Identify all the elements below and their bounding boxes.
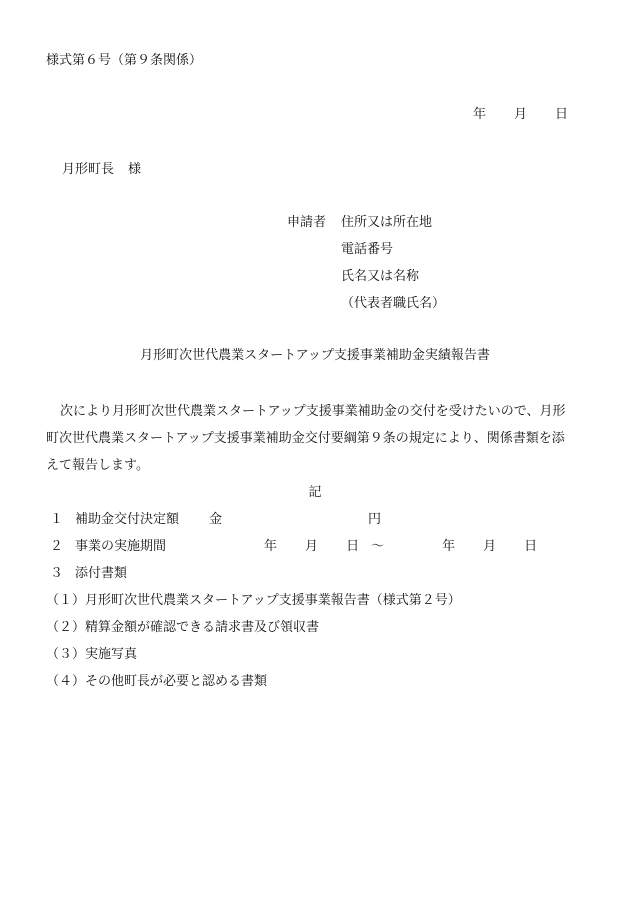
date-month: 月 — [514, 107, 528, 122]
start-year: 年 — [264, 539, 278, 554]
document-title: 月形町次世代農業スタートアップ支援事業補助金実績報告書 — [140, 348, 490, 363]
end-year: 年 — [442, 539, 456, 554]
item-subsidy-amount — [50, 511, 381, 528]
date-day: 日 — [555, 107, 569, 122]
applicant-representative-label: （代表者職氏名） — [341, 296, 446, 311]
addressee-name: 月形町長 — [62, 162, 115, 177]
form-number: 様式第６号（第９条関係） — [46, 53, 203, 68]
end-day: 日 — [524, 539, 538, 554]
item-label: 事業の実施期間 — [75, 539, 167, 554]
addressee — [62, 161, 141, 178]
item-number: ３ — [50, 566, 64, 581]
item-attachments — [50, 565, 127, 582]
applicant-phone-label: 電話番号 — [341, 242, 394, 257]
attachment-item-4: （４）その他町長が必要と認める書類 — [46, 674, 268, 689]
period-separator: ～ — [371, 539, 385, 554]
item-number: ２ — [50, 539, 64, 554]
attachment-item-3: （３）実施写真 — [46, 647, 138, 662]
date-year: 年 — [473, 107, 487, 122]
end-month: 月 — [483, 539, 497, 554]
amount-prefix: 金 — [209, 512, 223, 527]
body-line-3: えて報告します。 — [46, 458, 149, 473]
item-period — [50, 538, 537, 555]
body-text-1: 次により月形町次世代農業スタートアップ支援事業補助金の交付を受けたいので、月形 — [60, 404, 566, 419]
body-line-2: 町次世代農業スタートアップ支援事業補助金交付要綱第９条の規定により、関係書類を添 — [46, 431, 565, 446]
item-label: 補助金交付決定額 — [75, 512, 180, 527]
item-number: １ — [50, 512, 64, 527]
applicant-name-label: 氏名又は名称 — [341, 269, 420, 284]
ki-heading: 記 — [308, 485, 322, 500]
attachment-item-1: （１）月形町次世代農業スタートアップ支援事業報告書（様式第２号） — [46, 593, 461, 608]
start-day: 日 — [346, 539, 360, 554]
amount-suffix: 円 — [368, 512, 382, 527]
body-line-1 — [46, 403, 565, 420]
attachment-item-2: （２）精算金額が確認できる請求書及び領収書 — [46, 620, 320, 635]
date-line — [473, 106, 568, 123]
start-month: 月 — [305, 539, 319, 554]
applicant-address-label: 住所又は所在地 — [341, 215, 433, 230]
applicant-label: 申請者 — [287, 215, 327, 230]
addressee-honorific: 様 — [128, 162, 142, 177]
item-label: 添付書類 — [75, 566, 128, 581]
